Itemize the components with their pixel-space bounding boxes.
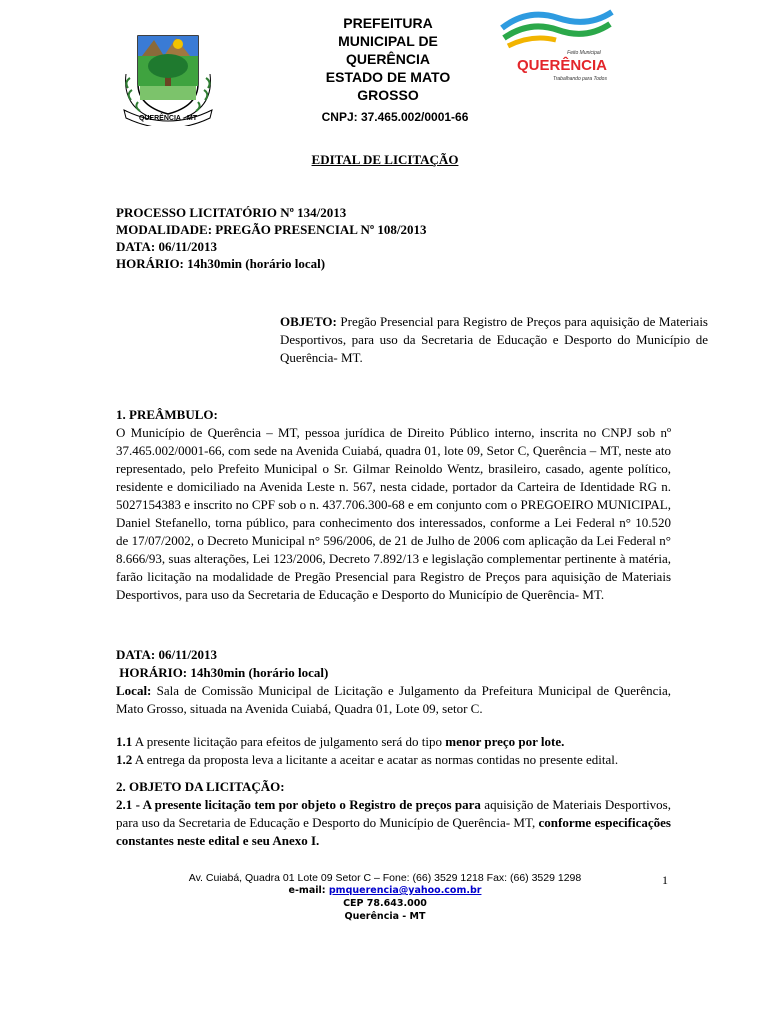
items-section (116, 733, 671, 769)
municipal-crest-icon (118, 14, 218, 126)
footer-address: Av. Cuiabá, Quadra 01 Lote 09 Setor C – Fone: (66) 3529 1218 Fax: (66) 3529 1298 (188, 872, 582, 884)
header-cnpj: CNPJ: 37.465.002/0001-66 (321, 110, 469, 124)
page-number: 1 (662, 873, 668, 887)
item-1-1 (116, 733, 671, 751)
process-number: PROCESSO LICITATÓRIO Nº 134/2013 (116, 205, 347, 220)
crest-banner-text: QUERÊNCIA - MT (138, 115, 198, 122)
item-1-1-text: A presente licitação para efeitos de julgamento será do tipo (132, 734, 446, 749)
preambulo-section (116, 406, 671, 604)
edital-title: EDITAL DE LICITAÇÃO (311, 152, 459, 167)
page-footer (0, 872, 770, 923)
footer-email-line (0, 884, 770, 897)
item-1-1-bold: menor preço por lote. (445, 734, 565, 749)
item-1-2 (116, 751, 671, 769)
footer-email-link[interactable]: pmquerencia@yahoo.com.br (328, 885, 482, 896)
footer-email-label: e-mail: (288, 885, 329, 896)
modality: MODALIDADE: PREGÃO PRESENCIAL Nº 108/2013 (116, 222, 427, 237)
footer-cep: CEP 78.643.000 (343, 898, 427, 909)
session-section (116, 646, 671, 718)
brand-tagline-top: Feito Municipal (567, 50, 601, 56)
objeto-licitacao-bold-2: conforme especificações constantes neste edital e seu Anexo I. (116, 815, 671, 848)
preambulo-text: O Município de Querência – MT, pessoa jurídica de Direito Público interno, inscrita no CNPJ sob nº 37.465.002/0001-66, com sede na Avenida Cuiabá, quadra 01, lote 09, Setor C, Querência – MT, neste ato representado, pelo Prefeito Municipal o Sr. Gilmar Reinoldo Wentz, brasileiro, casado, agente político, residente e domiciliado na Avenida Leste n. 567, nesta cidade, portador da Carteira de Identidade RG n. 5027154383 e inscrito no CPF sob o n. 437.706.300-68 e em conjunto com o PREGOEIRO MUNICIPAL, Daniel Stefanello, torna público, para conhecimento dos interessados, conforme a Lei Federal n° 10.520 de 17/07/2002, o Decreto Municipal n° 596/2006, de 21 de Julho de 2006 com aplicação da Lei Federal n° 8.666/93, suas alterações, Lei 123/2006, Decreto 7.892/13 e legislação complementar pertinente à matéria, farão licitação na modalidade de Pregão Presencial para Registro de Preços para aquisição de Materiais Desportivos, para uso da Secretaria de Educação e Desporto do Município de Querência- MT. (116, 425, 671, 602)
brand-tagline-bottom: Trabalhando para Todos (553, 76, 607, 82)
session-local-text: Sala de Comissão Municipal de Licitação e Julgamento da Prefeitura Municipal de Querência, Mato Grosso, situada na Avenida Cuiabá, Quadra 01, Lote 09, setor C. (116, 683, 671, 716)
header-title-line: MUNICIPAL DE (338, 33, 438, 49)
preambulo-heading: 1. PREÂMBULO: (116, 407, 218, 422)
session-local (116, 682, 671, 718)
session-date: DATA: 06/11/2013 (116, 647, 217, 662)
process-info (116, 204, 676, 272)
process-date: DATA: 06/11/2013 (116, 239, 217, 254)
objeto-licitacao-section (116, 778, 671, 850)
session-time: HORÁRIO: 14h30min (horário local) (116, 665, 329, 680)
process-time: HORÁRIO: 14h30min (horário local) (116, 256, 326, 271)
header-title-line: QUERÊNCIA (345, 51, 430, 67)
item-1-2-text: A entrega da proposta leva a licitante a aceitar e acatar as normas contidas no presente edital. (132, 752, 619, 767)
header-title-line: GROSSO (357, 87, 419, 103)
brand-name: QUERÊNCIA (516, 57, 608, 74)
objeto-licitacao-bold-1: 2.1 - A presente licitação tem por objeto o Registro de preços para (116, 797, 481, 812)
header-title-line: PREFEITURA (343, 15, 433, 31)
objeto-paragraph (280, 313, 708, 367)
footer-city: Querência - MT (344, 911, 426, 922)
session-local-label: Local: (116, 683, 152, 698)
querencia-brand-logo-icon (498, 6, 616, 86)
objeto-licitacao-heading: 2. OBJETO DA LICITAÇÃO: (116, 779, 285, 794)
item-1-1-number: 1.1 (116, 734, 133, 749)
objeto-text: Pregão Presencial para Registro de Preços para aquisição de Materiais Desportivos, para uso da Secretaria de Educação e Desporto do Município de Querência- MT. (280, 314, 708, 365)
header-title-line: ESTADO DE MATO (325, 69, 451, 85)
header-title (318, 14, 458, 104)
objeto-label: OBJETO: (280, 314, 337, 329)
objeto-licitacao-text-1: aquisição de Materiais Desportivos, para uso da Secretaria de Educação e Desporto do Município de Querência- MT, (116, 797, 671, 830)
item-1-2-number: 1.2 (116, 752, 133, 767)
objeto-licitacao-text (116, 796, 671, 850)
